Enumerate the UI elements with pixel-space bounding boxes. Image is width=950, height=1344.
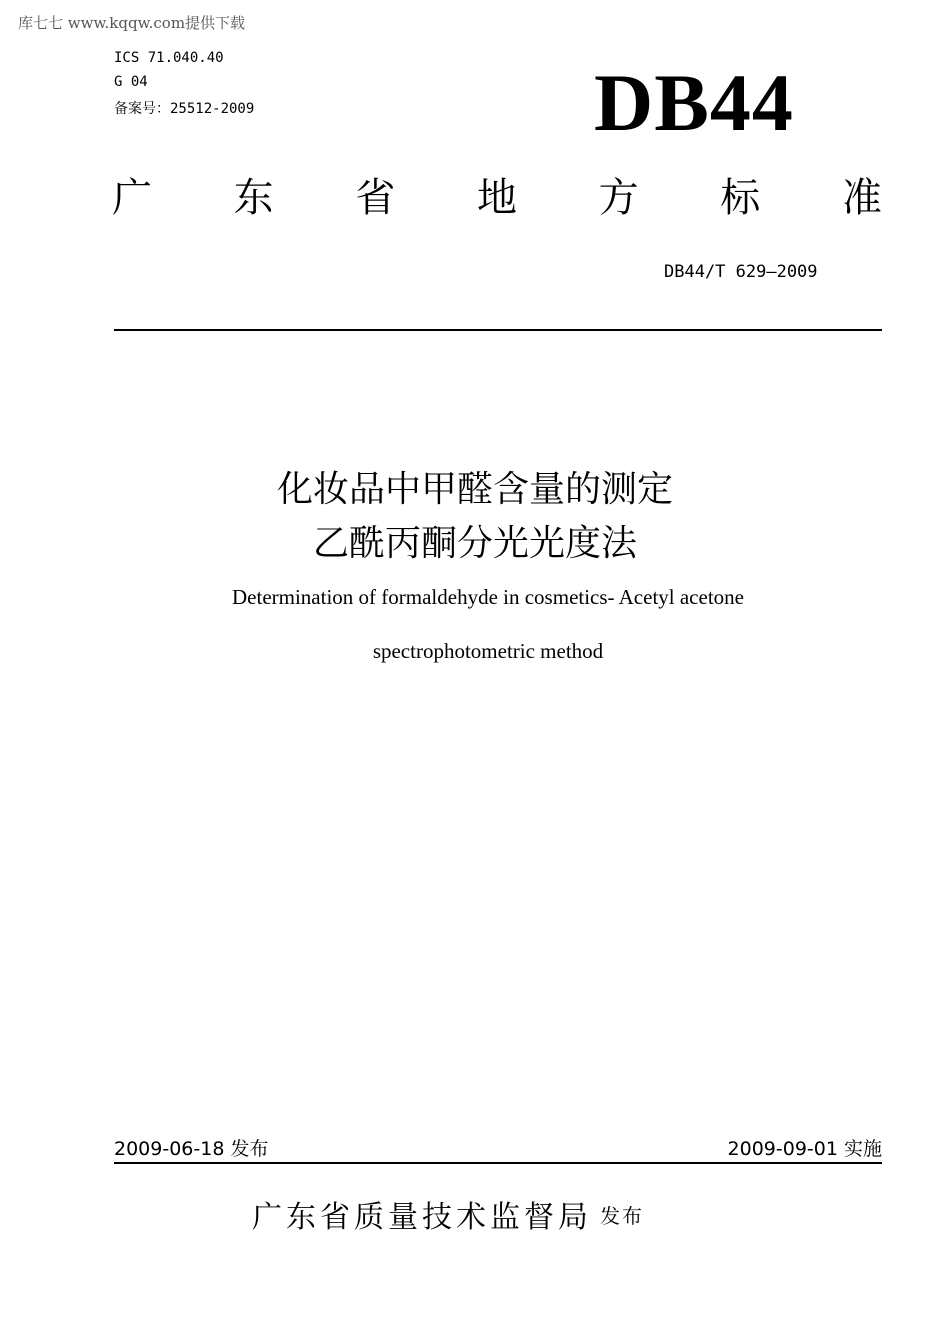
db44-logo: DB44 (594, 57, 794, 148)
title-cn-line1: 化妆品中甲醛含量的测定 (276, 469, 673, 510)
classification-code: G 04 (114, 74, 148, 90)
standard-number: DB44/T 629—2009 (664, 262, 818, 282)
issuer-name: 广东省质量技术监督局 (252, 1200, 592, 1235)
standard-type-char: 省 (355, 175, 396, 221)
standard-type-title (112, 175, 882, 221)
issuer (252, 1192, 644, 1236)
record-number: 备案号：25512-2009 (114, 101, 255, 117)
standard-type-char: 东 (233, 175, 274, 221)
ics-code: ICS 71.040.40 (114, 50, 224, 66)
watermark-text: 库七七 www.kqqw.com提供下载 (18, 14, 246, 32)
title-en-line1: Determination of formaldehyde in cosmetics- Acetyl acetone (232, 585, 744, 609)
standard-type-char: 地 (476, 175, 517, 221)
standard-type-char: 标 (720, 175, 761, 221)
footer-divider (114, 1162, 882, 1164)
implementation-date: 2009-09-01 实施 (727, 1138, 882, 1160)
standard-type-char: 准 (841, 175, 882, 221)
header-divider (114, 329, 882, 331)
title-cn-line2: 乙酰丙酮分光光度法 (312, 523, 637, 564)
standard-type-char: 广 (112, 175, 152, 221)
release-date: 2009-06-18 发布 (114, 1138, 269, 1160)
title-en-line2: spectrophotometric method (372, 639, 604, 663)
standard-type-char: 方 (598, 175, 639, 221)
issuer-action: 发布 (600, 1204, 644, 1228)
